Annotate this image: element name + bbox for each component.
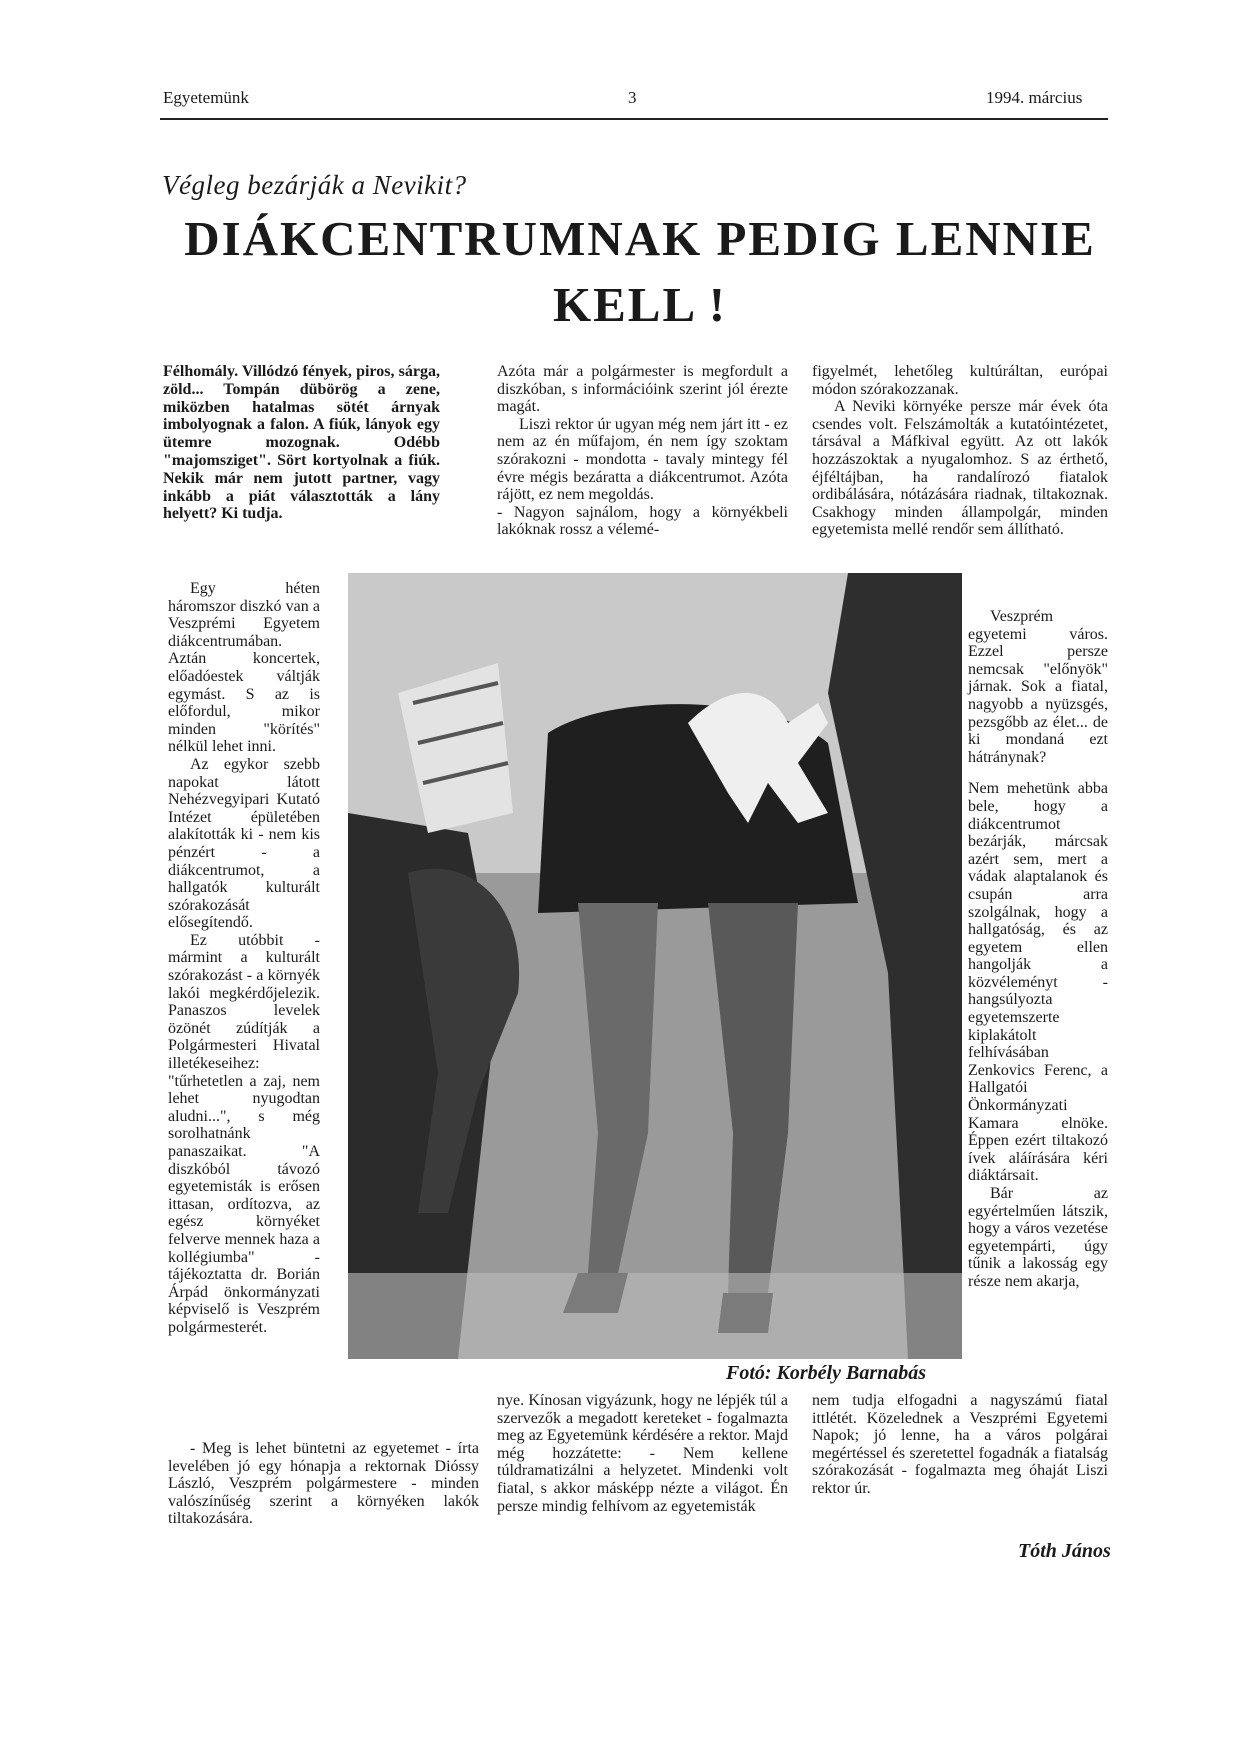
column-3-side bbox=[968, 608, 1108, 1291]
headline-line-2: KELL ! bbox=[552, 277, 728, 332]
col3-side-paragraph: Nem mehetünk abba bele, hogy a diákcentrumot bezárják, márcsak azért sem, mert a vádak alaptalanok és csupán arra szolgálnak, hogy a hallgatóság, és az egyetem ellen hangolják a közvéleményt - hangsúlyozta egyetemszerte kiplakátolt felhívásában Zenkovics Ferenc, a Hallgatói Önkormányzati Kamara elnöke. Éppen ezért tiltakozó ívek aláírására kéri diáktársait. bbox=[968, 780, 1108, 1185]
col2-paragraph: - Nagyon sajnálom, hogy a környékbeli lakóknak rossz a vélemé- bbox=[497, 503, 788, 539]
col2-paragraph: Liszi rektor úr ugyan még nem járt itt - ez nem az én műfajom, én nem így szoktam szórakozni - mondotta - tavaly mintegy fél évre mégis bezáratta a diákcentrumot. Azóta rájött, ez nem megoldás. bbox=[497, 415, 788, 504]
col1-paragraph: Az egykor szebb napokat látott Nehézvegyipari Kutató Intézet épületében alakították ki - nem kis pénzért - a diákcentrumot, a hallgatók kulturált szórakozását elősegítendő. bbox=[168, 755, 320, 932]
col3-side-paragraph: Veszprém egyetemi város. Ezzel persze nemcsak "előnyök" járnak. Sok a fiatal, nagyobb a nyüzsgés, pezsgőbb az élet... de ki mondaná ezt hátránynak? bbox=[968, 608, 1108, 766]
col3-paragraph: A Neviki környéke persze már évek óta csendes volt. Felszámolták a kutatóintézetet, társával a Máfkival együtt. Az ott lakók hozzászoktak a nyugalomhoz. S az érthető, éjféltájban, ha randalírozó fiatalok ordibálására, nótázására riadnak, tiltakoznak. Csakhogy minden állampolgár, minden egyetemista mellé rendőr sem állítható. bbox=[812, 398, 1108, 539]
column-1 bbox=[168, 580, 320, 1337]
col2-paragraph: Azóta már a polgármester is megfordult a diszkóban, s információink szerint jól érezte magát. bbox=[497, 363, 788, 416]
col3-paragraph: nem tudja elfogadni a nagyszámú fiatal ittlétét. Közelednek a Veszprémi Egyetemi Napok; jó lenne, ha a város polgárai megértéssel és szeretettel fogadnák a fiatalság szórakozását - fogalmazta meg óhaját Liszi rektor úr. bbox=[812, 1392, 1108, 1497]
col2-paragraph: nye. Kínosan vigyázunk, hogy ne lépjék túl a szervezők a megadott kereteket - fogalmazta meg az Egyetemünk kérdésére a rektor. Majd még hozzátette: - Nem kellene túldramatizálni a helyzetet. Mindenki volt fiatal, s akkor másképp nézte a világot. Én persze mindig felhívom az egyetemisták bbox=[497, 1392, 788, 1515]
article-kicker: Végleg bezárják a Nevikit? bbox=[162, 170, 467, 200]
dancing-legs-illustration bbox=[348, 573, 962, 1359]
lead-paragraph-box bbox=[163, 363, 440, 523]
col3-side-paragraph: Bár az egyértelműen látszik, hogy a város vezetése egyetempárti, úgy tűnik a lakosság egy része nem akarja, bbox=[968, 1185, 1108, 1290]
column-2-bottom bbox=[497, 1392, 788, 1515]
column-1-bottom bbox=[168, 1440, 479, 1528]
page-number: 3 bbox=[628, 88, 637, 107]
col1-paragraph: - Meg is lehet büntetni az egyetemet - írta levelében jó egy hónapja a rektornak Dióssy László, Veszprém polgármestere - minden valószínűség szerint a környéken lakók tiltakozására. bbox=[168, 1440, 479, 1528]
author-signature: Tóth János bbox=[1018, 1540, 1111, 1562]
col1-paragraph: Egy héten háromszor diszkó van a Veszprémi Egyetem diákcentrumában. Aztán koncertek, előadóestek váltják egymást. S az is előfordul, mikor minden "körítés" nélkül lehet inni. bbox=[168, 580, 320, 756]
publication-name: Egyetemünk bbox=[163, 88, 249, 107]
column-2-top bbox=[497, 363, 788, 539]
col3-paragraph: figyelmét, lehetőleg kultúráltan, európai módon szórakozzanak. bbox=[812, 363, 1108, 398]
headline-line-1: DIÁKCENTRUMNAK PEDIG LENNIE bbox=[184, 211, 1096, 266]
article-photo bbox=[348, 573, 962, 1359]
issue-date: 1994. március bbox=[986, 88, 1083, 107]
photo-credit: Fotó: Korbély Barnabás bbox=[726, 1362, 927, 1384]
col1-paragraph: Ez utóbbit - mármint a kulturált szórakozást - a környék lakói megkérdőjelezik. Panaszos levelek özönét zúdítják a Polgármesteri Hivatal illetékeseihez: "tűrhetetlen a zaj, nem lehet nyugodtan aludni...", s még sorolhatnánk panaszaikat. "A diszkóból távozó egyetemisták is erősen ittasan, ordítozva, az egész környéket felverve mennek haza a kollégiumba" - tájékoztatta dr. Borián Árpád önkormányzati képviselő is Veszprém polgármesterét. bbox=[168, 931, 320, 1336]
column-3-top bbox=[812, 363, 1108, 539]
lead-paragraph: Félhomály. Villódzó fények, piros, sárga, zöld... Tompán dübörög a zene, miközben hatalmas sötét árnyak imbolyognak a falon. A fiúk, lányok egy ütemre mozognak. Odébb "majomsziget". Sört kortyolnak a fiúk. Nekik már nem jutott partner, vagy inkább a piát választották a lány helyett? Ki tudja. bbox=[163, 363, 440, 523]
column-3-bottom bbox=[812, 1392, 1108, 1498]
header-rule bbox=[160, 118, 1108, 120]
